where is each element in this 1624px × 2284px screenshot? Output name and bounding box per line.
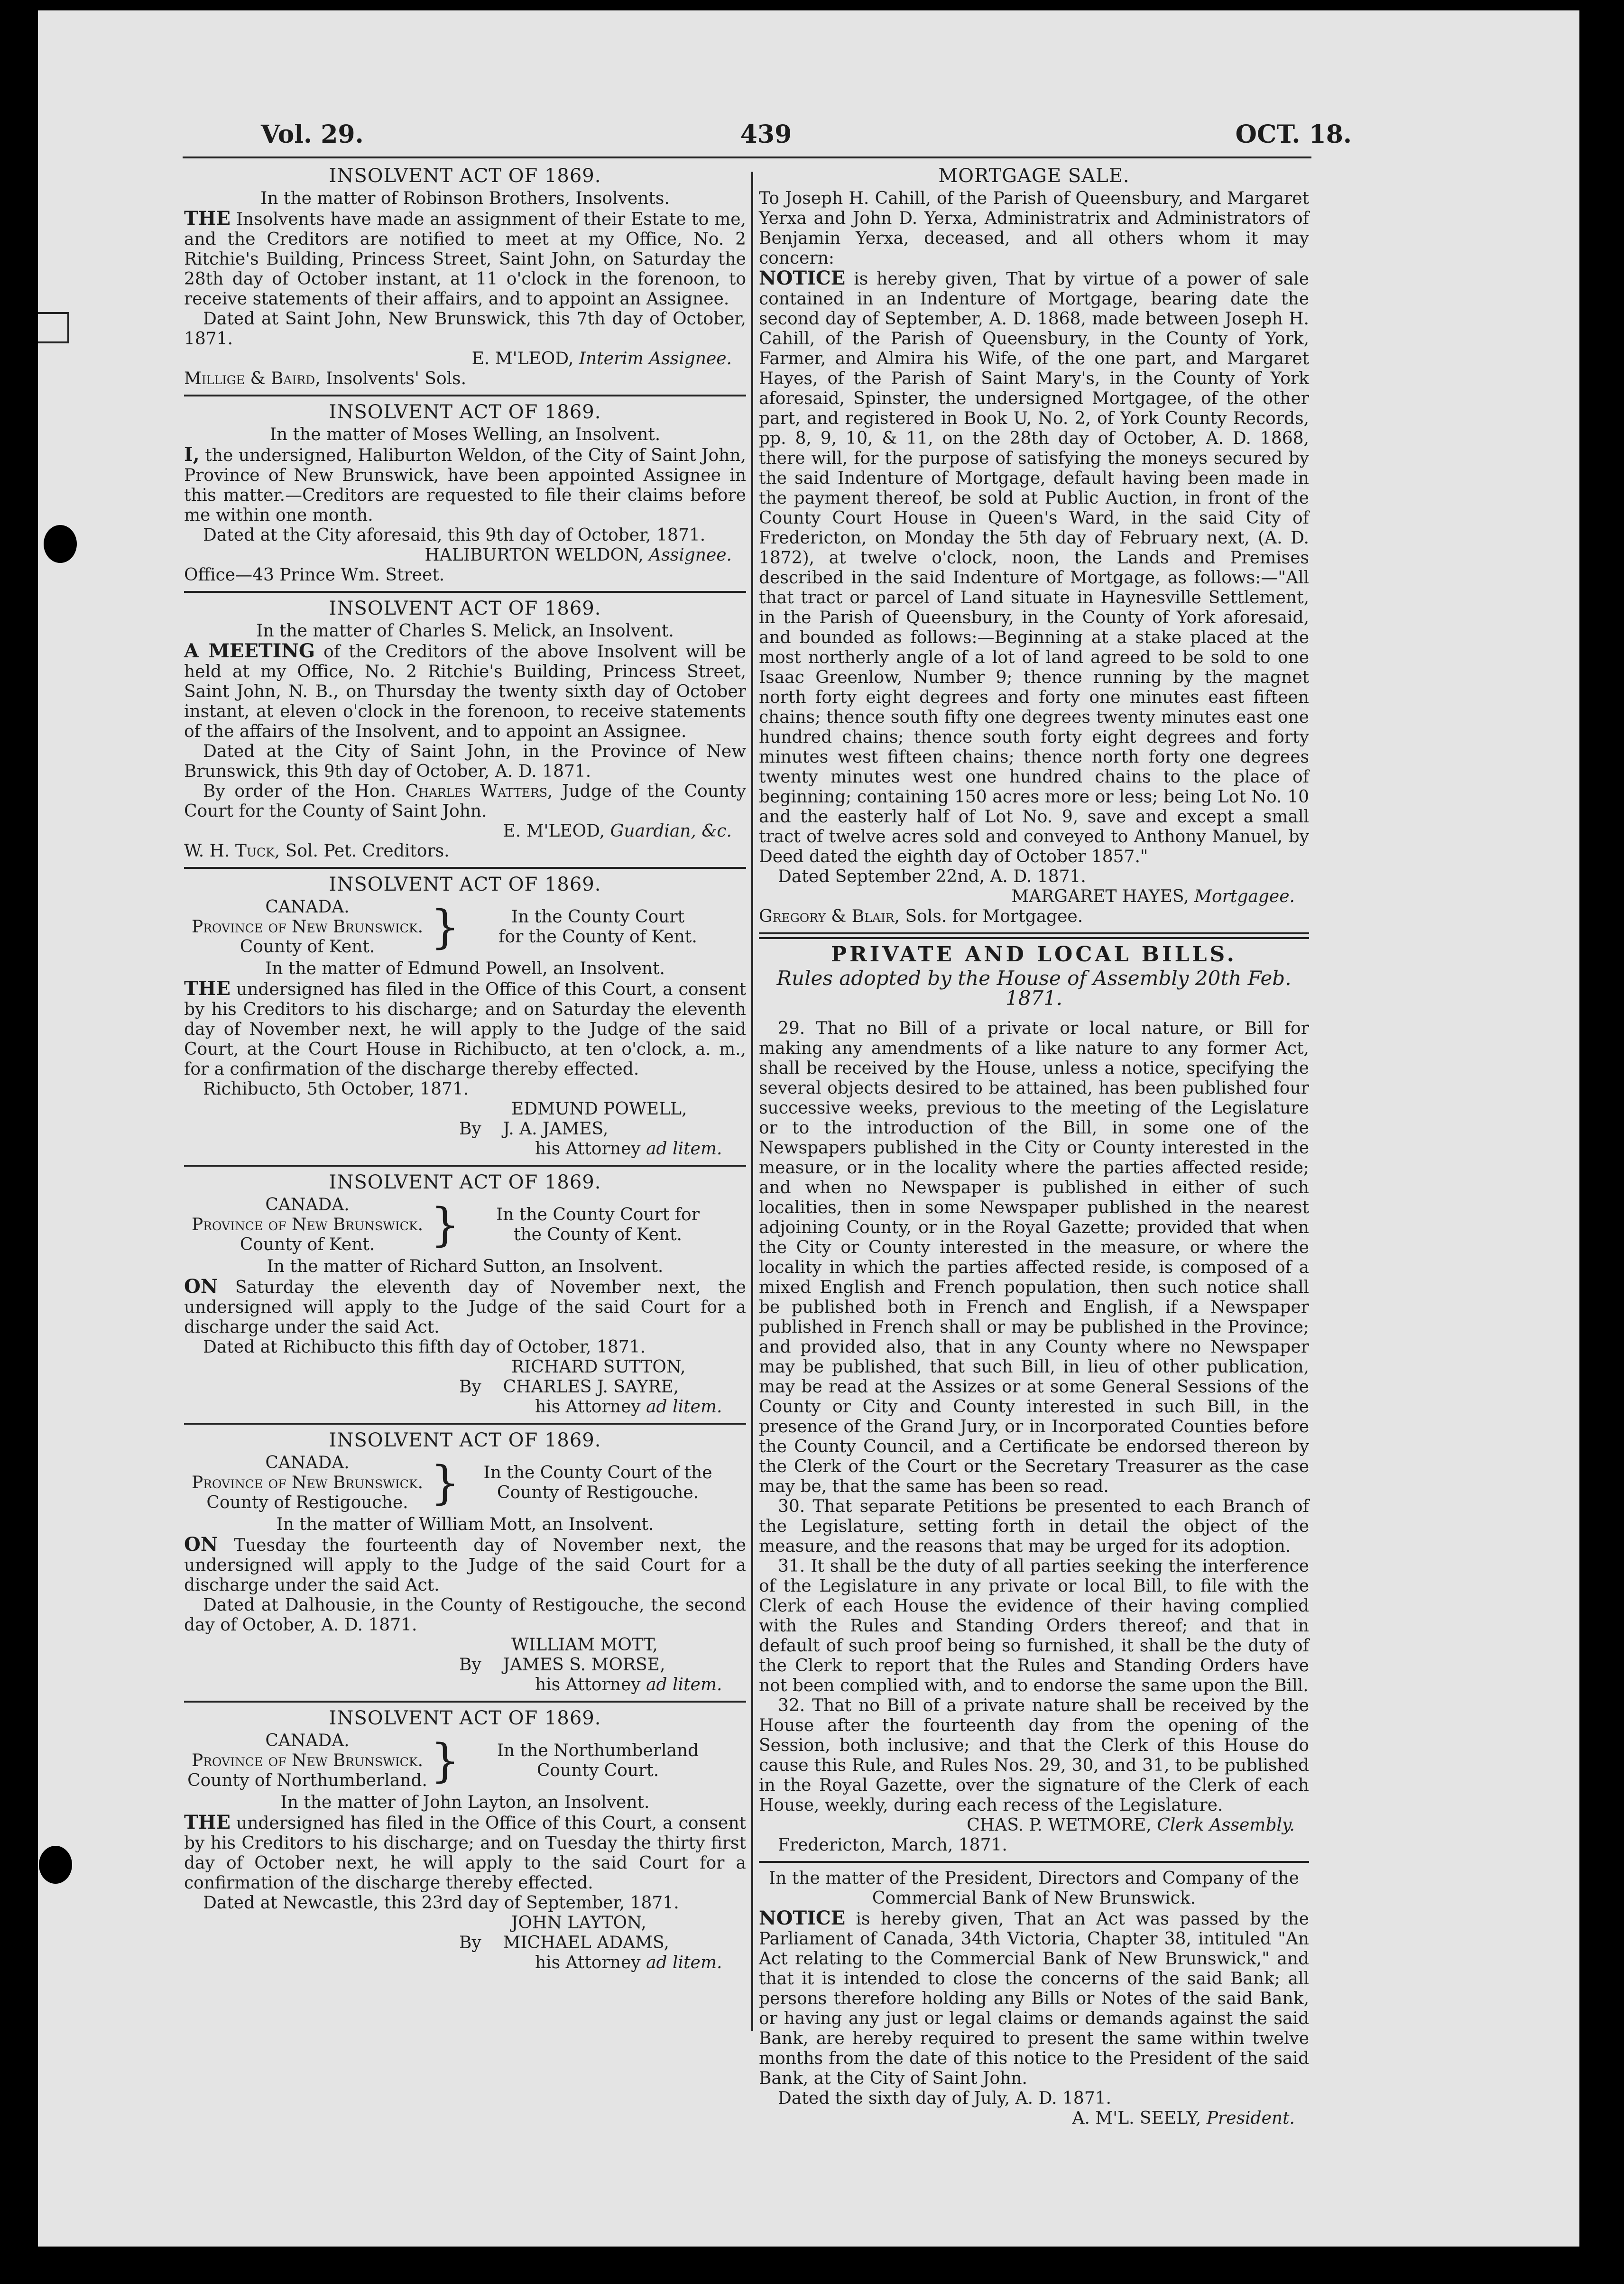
- notice-title: INSOLVENT ACT OF 1869.: [329, 165, 601, 187]
- issue-date: OCT. 18.: [1235, 120, 1352, 149]
- separator: [184, 1701, 746, 1703]
- right-column: [759, 166, 1309, 2128]
- notice-matter: In the matter of Robinson Brothers, Insolvents.: [260, 189, 670, 208]
- attorney-line: his Attorney ad litem.: [535, 1139, 722, 1159]
- court-caption: CANADA. Province of New Brunswick. County of Kent. } In the County Court for the County of Kent.: [191, 897, 697, 957]
- separator: [759, 932, 1309, 934]
- header-rule: [183, 157, 1311, 158]
- lead-word: ON: [184, 1275, 218, 1298]
- notice-matter: In the matter of Moses Welling, an Insolvent.: [269, 425, 661, 444]
- brace-glyph: }: [431, 1456, 460, 1510]
- notice-commercial-bank: [759, 1869, 1309, 2128]
- notice-matter: In the matter of Edmund Powell, an Insolvent.: [265, 959, 665, 978]
- by-attorney: By JAMES S. MORSE,: [459, 1655, 665, 1675]
- office-address: Office—43 Prince Wm. Street.: [184, 565, 445, 585]
- page-header: [180, 117, 1352, 160]
- notice-john-layton: [184, 1708, 746, 1973]
- section-subtitle: Rules adopted by the House of Assembly 20th Feb. 1871.: [776, 967, 1292, 1010]
- attorney-line: his Attorney ad litem.: [535, 1397, 722, 1417]
- notice-matter: In the matter of the President, Directors and Company of the Commercial Bank of New Brunswick.: [769, 1869, 1299, 1908]
- notice-charles-melick: [184, 599, 746, 861]
- notice-body: Tuesday the fourteenth day of November next, the undersigned will apply to the Judge of the said Court for a discharge under the said Act.: [184, 1536, 746, 1595]
- lead-word: NOTICE: [759, 1907, 846, 1929]
- signature: MARGARET HAYES, Mortgagee.: [1011, 887, 1295, 906]
- signature: A. M'L. SEELY, President.: [1072, 2109, 1295, 2128]
- solicitors: W. H. Tuck, Sol. Pet. Creditors.: [184, 841, 450, 861]
- notice-william-mott: [184, 1430, 746, 1695]
- notice-dated: Dated at Dalhousie, in the County of Restigouche, the second day of October, A. D. 1871.: [184, 1595, 746, 1635]
- notice-body: is hereby given, That an Act was passed by the Parliament of Canada, 34th Victoria, Chapter 38, intituled "An Act relating to the Commercial Bank of New Brunswick," and that it is intended to close the concerns of the said Bank; all persons therefore holding any Bills or Notes of the said Bank, or having any just or legal claims or demands against the said Bank, are hereby required to present the same within twelve months from the date of this notice to the President of the said Bank, at the City of Saint John.: [759, 1909, 1309, 2088]
- separator: [184, 867, 746, 869]
- court-caption: CANADA. Province of New Brunswick. County of Restigouche. } In the County Court of the County of Restigouche.: [191, 1453, 712, 1512]
- signature-name: RICHARD SUTTON,: [511, 1357, 686, 1377]
- notice-matter: In the matter of William Mott, an Insolvent.: [276, 1515, 654, 1534]
- notice-title: MORTGAGE SALE.: [938, 165, 1130, 187]
- notice-body: Saturday the eleventh day of November next, the undersigned will apply to the Judge of the said Court for a discharge under the said Act.: [184, 1278, 746, 1337]
- notice-title: INSOLVENT ACT OF 1869.: [329, 401, 601, 423]
- notice-dated: Richibucto, 5th October, 1871.: [203, 1079, 469, 1099]
- court-order: By order of the Hon. Charles Watters, Judge of the County Court for the County of Saint John.: [184, 782, 747, 821]
- solicitors: Millige & Baird, Insolvents' Sols.: [184, 369, 467, 388]
- signature: HALIBURTON WELDON, Assignee.: [424, 545, 732, 565]
- signature-name: JOHN LAYTON,: [511, 1913, 646, 1933]
- notice-title: INSOLVENT ACT OF 1869.: [329, 1707, 601, 1729]
- page-edge-tab: [38, 312, 69, 343]
- column-divider: [751, 172, 753, 2031]
- notice-title: INSOLVENT ACT OF 1869.: [329, 1171, 601, 1193]
- separator: [759, 1861, 1309, 1863]
- lead-word: THE: [184, 977, 231, 1000]
- lead-word: THE: [184, 207, 231, 230]
- lead-word: I,: [184, 443, 200, 466]
- attorney-line: his Attorney ad litem.: [535, 1675, 722, 1695]
- left-column: [184, 166, 746, 1973]
- signature: E. M'LEOD, Interim Assignee.: [471, 349, 732, 368]
- attorney-line: his Attorney ad litem.: [535, 1953, 722, 1972]
- lead-word: A MEETING: [184, 640, 315, 662]
- notice-edmund-powell: [184, 875, 746, 1159]
- brace-glyph: }: [431, 1734, 460, 1787]
- by-attorney: By CHARLES J. SAYRE,: [459, 1377, 679, 1397]
- notice-body: undersigned has filed in the Office of this Court, a consent by his Creditors to his discharge; and on Tuesday the thirty first day of October next, he will apply to the said Court for a confirmation of the discharge thereby effected.: [184, 1814, 746, 1893]
- notice-dated: Dated the sixth day of July, A. D. 1871.: [778, 2089, 1112, 2108]
- notice-dated: Dated at Newcastle, this 23rd day of September, 1871.: [203, 1893, 679, 1913]
- punch-hole-top: [44, 525, 77, 563]
- notice-mortgage-sale: [759, 166, 1309, 927]
- separator: [184, 1423, 746, 1425]
- notice-moses-welling: [184, 402, 746, 585]
- rule-29: 29. That no Bill of a private or local nature, or Bill for making any amendments of a like nature to any former Act, shall be received by the House, unless a notice, specifying the several objects desired to be attained, has been published four successive weeks, previous to the meeting of the Legislature or to the introduction of the Bill, in some one of the Newspapers published in the City or County interested in the measure, or in the locality where the parties affected reside; and when no Newspaper is published in either of such localities, then in some Newspaper published in the nearest adjoining County, or in the Royal Gazette; provided that when the City or County interested in the measure, or where the locality in which the parties affected reside, is composed of a mixed English and French population, then such notice shall be published both in French and English, if a Newspaper published in French shall or may be published in the Province; and provided also, that in any County where no Newspaper may be published, that such Bill, in lieu of other publication, may be read at the Assizes or at some General Sessions of the County or City and County interested in such Bill, in the presence of the Grand Jury, or in Incorporated Counties before the County Council, and a Certificate be endorsed thereon by the Clerk of the Court or the Secretary Treasurer as the case may be, that the same has been so read.: [759, 1019, 1309, 1496]
- notice-title: INSOLVENT ACT OF 1869.: [329, 874, 601, 895]
- signature-name: EDMUND POWELL,: [511, 1099, 687, 1119]
- by-attorney: By MICHAEL ADAMS,: [459, 1933, 669, 1952]
- lead-word: THE: [184, 1811, 231, 1833]
- notice-dated: Dated September 22nd, A. D. 1871.: [778, 867, 1086, 886]
- page-number: 439: [740, 120, 792, 149]
- notice-richard-sutton: [184, 1172, 746, 1417]
- notice-robinson-brothers: [184, 166, 746, 389]
- separator: [184, 395, 746, 396]
- separator: [184, 591, 746, 593]
- notice-dated: Dated at the City aforesaid, this 9th day of October, 1871.: [203, 525, 706, 545]
- lead-word: ON: [184, 1533, 218, 1556]
- notice-matter: In the matter of Richard Sutton, an Insolvent.: [267, 1257, 664, 1276]
- separator: [759, 937, 1309, 939]
- notice-body: is hereby given, That by virtue of a power of sale contained in an Indenture of Mortgage, bearing date the second day of September, A. D. 1868, made between Joseph H. Cahill, of the Parish of Queensbury, in the County of York, Farmer, and Almira his Wife, of the one part, and Margaret Hayes, of the Parish of Saint Mary's, in the County of York aforesaid, Spinster, the undersigned Mortgagee, of the other part, and registered in Book U, No. 2, of York County Records, pp. 8, 9, 10, & 11, on the 28th day of October, A. D. 1868, there will, for the purpose of satisfying the moneys secured by the said Indenture of Mortgage, default having been made in the payment thereof, be sold at Public Auction, in front of the County Court House in Queen's Ward, in the said City of Fredericton, on Monday the 5th day of February next, (A. D. 1872), at twelve o'clock, noon, the Lands and Premises described in the said Indenture of Mortgage, as follows:—"All that tract or parcel of Land situate in Haynesville Settlement, in the Parish of Queensbury, in the County of York aforesaid, and bounded as follows:—Beginning at a stake placed at the most northerly angle of a lot of land agreed to be sold to one Isaac Greenlow, Number 9; thence running by the magnet north forty eight degrees and forty one minutes east fifteen chains; thence south fifty one degrees twenty minutes east one hundred chains; thence south forty eight degrees and forty minutes west fifteen chains; thence north forty one degrees twenty minutes west one hundred chains to the place of beginning; containing 150 acres more or less; being Lot No. 10 and the easterly half of Lot No. 9, save and except a small tract of twelve acres sold and conveyed to Anthony Manuel, by Deed dated the eighth day of October 1857.": [759, 269, 1309, 866]
- rule-32: 32. That no Bill of a private nature shall be received by the House after the fourteenth day from the opening of the Session, both inclusive; and that the Clerk of this House do cause this Rule, and Rules Nos. 29, 30, and 31, to be published in the Royal Gazette, over the signature of the Clerk of each House, weekly, during each recess of the Legislature.: [759, 1696, 1309, 1815]
- court-caption: CANADA. Province of New Brunswick. County of Kent. } In the County Court for the County of Kent.: [191, 1195, 700, 1254]
- solicitors: Gregory & Blair, Sols. for Mortgagee.: [759, 907, 1083, 926]
- lead-word: NOTICE: [759, 267, 846, 289]
- notice-private-local-bills: [759, 942, 1309, 1855]
- brace-glyph: }: [431, 1198, 460, 1252]
- signature: E. M'LEOD, Guardian, &c.: [503, 821, 732, 841]
- notice-title: INSOLVENT ACT OF 1869.: [329, 1429, 601, 1451]
- signature-name: WILLIAM MOTT,: [511, 1635, 658, 1655]
- brace-glyph: }: [431, 901, 460, 954]
- rule-30: 30. That separate Petitions be presented to each Branch of the Legislature, setting forth in detail the object of the measure, and the reasons that may be urged for its adoption.: [759, 1497, 1309, 1556]
- notice-body: Insolvents have made an assignment of their Estate to me, and the Creditors are notified to meet at my Office, No. 2 Ritchie's Building, Princess Street, Saint John, on Saturday the 28th day of October instant, at 11 o'clock in the forenoon, to receive statements of their affairs, and to appoint an Assignee.: [184, 210, 746, 309]
- notice-matter: In the matter of John Layton, an Insolvent.: [280, 1793, 650, 1812]
- mortgage-address: To Joseph H. Cahill, of the Parish of Queensbury, and Margaret Yerxa and John D. Yerxa, Administratrix and Administrators of Benjamin Yerxa, deceased, and all others whom it may concern:: [759, 189, 1309, 268]
- separator: [184, 1165, 746, 1167]
- notice-dated: Dated at the City of Saint John, in the Province of New Brunswick, this 9th day of October, A. D. 1871.: [184, 742, 746, 781]
- notice-dated: Fredericton, March, 1871.: [778, 1835, 1007, 1855]
- signature: CHAS. P. WETMORE, Clerk Assembly.: [967, 1815, 1295, 1835]
- notice-body: undersigned has filed in the Office of this Court, a consent by his Creditors to his discharge; and on Saturday the eleventh day of November next, he will apply to the Judge of the said Court, at the Court House in Richibucto, at ten o'clock, a. m., for a confirmation of the discharge thereby effected.: [184, 980, 746, 1079]
- notice-dated: Dated at Richibucto this fifth day of October, 1871.: [203, 1337, 646, 1357]
- notice-matter: In the matter of Charles S. Melick, an Insolvent.: [256, 621, 674, 641]
- rule-31: 31. It shall be the duty of all parties seeking the interference of the Legislature in any private or local Bill, to file with the Clerk of each House the evidence of their having complied with the Rules and Standing Orders thereof; and that in default of such proof being so furnished, it shall be the duty of the Clerk to report that the Rules and Standing Orders have not been complied with, and to endorse the same upon the Bill.: [759, 1556, 1309, 1695]
- section-banner: PRIVATE AND LOCAL BILLS.: [831, 942, 1237, 967]
- volume-number: Vol. 29.: [261, 120, 364, 149]
- notice-dated: Dated at Saint John, New Brunswick, this 7th day of October, 1871.: [184, 309, 746, 349]
- notice-body: the undersigned, Haliburton Weldon, of the City of Saint John, Province of New Brunswick, have been appointed Assignee in this matter.—Creditors are requested to file their claims before me within one month.: [184, 446, 746, 525]
- notice-body: of the Creditors of the above Insolvent will be held at my Office, No. 2 Ritchie's Building, Princess Street, Saint John, N. B., on Thursday the twenty sixth day of October instant, at eleven o'clock in the forenoon, to receive statements of the affairs of the Insolvent, and to appoint an Assignee.: [184, 642, 747, 741]
- punch-hole-bottom: [39, 1846, 72, 1884]
- by-attorney: By J. A. JAMES,: [459, 1119, 609, 1139]
- court-caption: CANADA. Province of New Brunswick. County of Northumberland. } In the Northumberland County Court.: [187, 1731, 699, 1790]
- notice-title: INSOLVENT ACT OF 1869.: [329, 598, 601, 619]
